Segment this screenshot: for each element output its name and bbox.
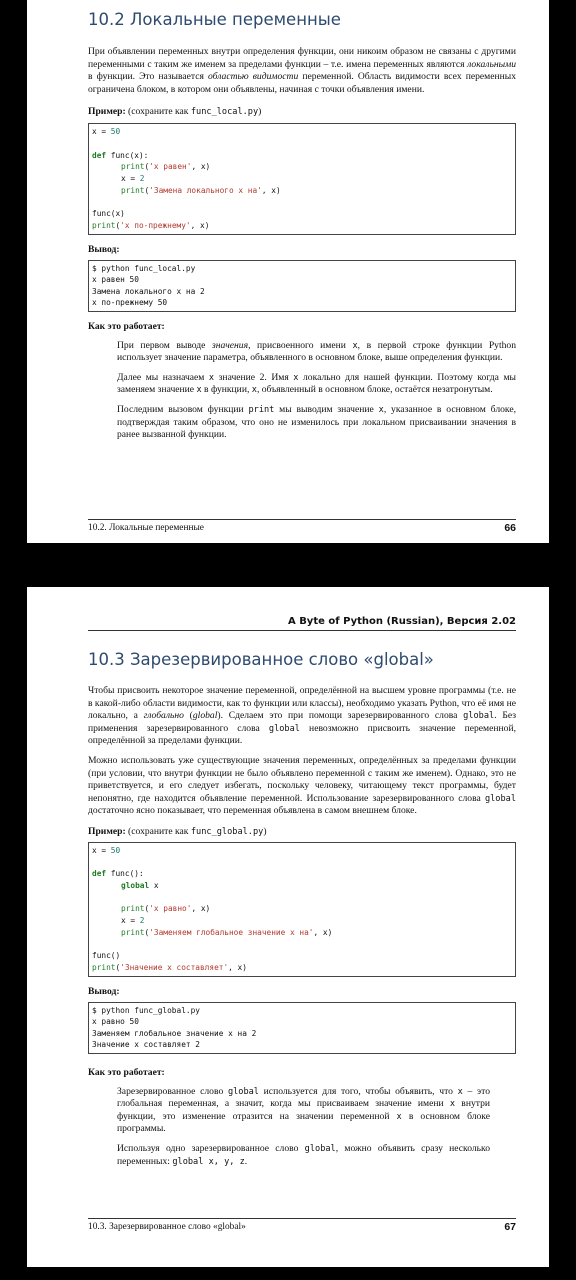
section-title: 10.3 Зарезервированное слово «global»	[88, 650, 434, 669]
code-line: print('x равно', x)	[121, 904, 211, 914]
output-line: x равно 50	[92, 1017, 139, 1027]
code-block	[88, 842, 516, 977]
how-it-works-label: Как это работает:	[88, 1066, 165, 1078]
code-line: func()	[92, 951, 121, 961]
code-line: print('x равен', x)	[121, 162, 211, 172]
page-66	[27, 0, 549, 543]
example-label: Пример: (сохраните как func_local.py)	[88, 106, 262, 118]
header-rule	[88, 630, 516, 631]
code-line: x = 50	[92, 845, 121, 855]
explanation-paragraph: Далее мы назначаем x значение 2. Имя x локально для нашей функции. Поэтому когда мы заменяем значение x в функции, x, объявленный в основном блоке, остаётся незатронутым.	[117, 371, 516, 396]
output-line: Значение x составляет 2	[92, 1040, 200, 1050]
code-line: global x	[121, 881, 159, 891]
code-line: func(x)	[92, 209, 125, 219]
code-line: print('Заменяем глобальное значение x на', x)	[121, 927, 333, 937]
output-label: Вывод:	[88, 985, 120, 997]
explanation-paragraph: При первом выводе значения, присвоенного имени x, в первой строке функции Python использует значение параметра, объявленного в основном блоке, выше определения функции.	[117, 339, 517, 364]
footer-section: 10.3. Зарезервированное слово «global»	[88, 1222, 246, 1232]
explanation-paragraph: Последним вызовом функции print мы выводим значение x, указанное в основном блоке, подтверждая таким образом, что оно не изменилось при локальном присваивании значения в ранее вызванной функции.	[117, 404, 516, 441]
footer-rule	[88, 519, 516, 520]
output-line: x равен 50	[92, 275, 139, 285]
output-line: $ python func_local.py	[92, 263, 196, 273]
code-line: x = 50	[92, 127, 121, 137]
footer-section: 10.2. Локальные переменные	[88, 523, 204, 533]
page-67	[27, 587, 549, 1267]
code-line: x = 2	[121, 174, 145, 184]
code-line: print('Замена локального x на', x)	[121, 185, 281, 195]
output-line: Замена локального x на 2	[92, 286, 205, 296]
explanation-paragraph: Используя одно зарезервированное слово global, можно объявить сразу несколько переменных: global x, y, z.	[117, 1143, 491, 1167]
output-line: $ python func_global.py	[92, 1005, 200, 1015]
example-label: Пример: (сохраните как func_global.py)	[88, 825, 267, 837]
output-block	[88, 260, 516, 312]
output-line: Заменяем глобальное значение x на 2	[92, 1028, 257, 1038]
intro-paragraph: Чтобы присвоить некоторое значение переменной, определённой на высшем уровне программы (т.е. не в какой-либо области видимости, как то функции или классы), необходимо указать Python, что её имя не локально, а глобально (global). Сделаем это при помощи зарезервированного слова global. Без применения зарезервированного слова global невозможно присвоить значение переменной, определённой за пределами функции.	[88, 685, 516, 747]
section-title: 10.2 Локальные переменные	[88, 10, 341, 29]
code-line: x = 2	[121, 916, 145, 926]
page-number: 66	[504, 522, 516, 534]
running-header: A Byte of Python (Russian), Версия 2.02	[287, 616, 516, 627]
output-line: x по-прежнему 50	[92, 298, 168, 308]
explanation-paragraph: Зарезервированное слово global используется для того, чтобы объявить, что x – это глобальная переменная, а значит, когда мы присваиваем значение имени x внутри функции, это изменение отразится на значении переменной x в основном блоке программы.	[117, 1085, 491, 1135]
code-line: def func():	[92, 869, 144, 879]
code-line: print('Значение x составляет', x)	[92, 962, 247, 972]
intro-paragraph: При объявлении переменных внутри определения функции, они никоим образом не связаны с другими переменными с таким же именем за пределами функции – т.е. имена переменных являются локальными в функции. Это называется областью видимости переменной. Область видимости всех переменных ограничена блоком, в котором они объявлены, начиная с точки объявления имени.	[88, 46, 516, 95]
how-it-works-label: Как это работает:	[88, 320, 165, 332]
body-paragraph: Можно использовать уже существующие значения переменных, определённых за пределами функции (при условии, что внутри функции не было объявлено переменной с таким же именем). Однако, это не приветствуется, и его следует избегать, поскольку человеку, читающему текст программы, будет непонятно, где находится объявление переменной. Использование зарезервированного слова global достаточно ясно показывает, что переменная объявлена в самом внешнем блоке.	[88, 754, 516, 817]
output-label: Вывод:	[88, 243, 120, 255]
output-block	[88, 1002, 516, 1054]
page-number: 67	[504, 1221, 516, 1233]
code-block	[88, 123, 516, 234]
footer-rule	[88, 1218, 516, 1219]
code-line: def func(x):	[92, 150, 149, 160]
code-line: print('x по-прежнему', x)	[92, 221, 210, 230]
